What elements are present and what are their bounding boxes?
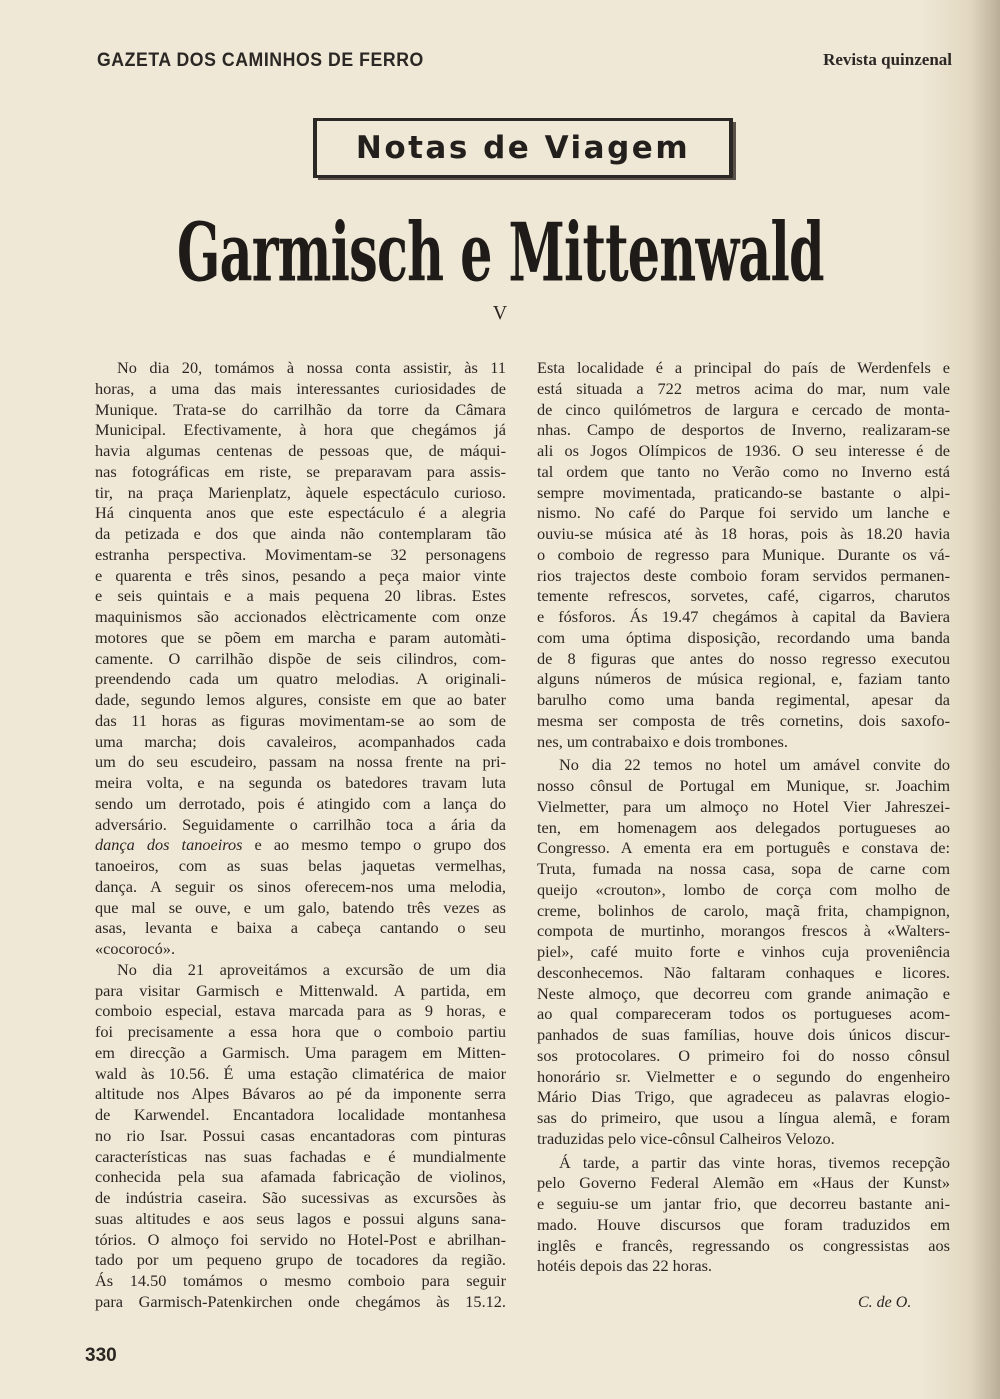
- text-line: ao qual compareceram todos os portugueses acom-: [537, 1004, 950, 1024]
- text-line: meira volta, e na segunda os batedores travam luta: [95, 773, 506, 792]
- text-line: Esta localidade é a principal do país de Werdenfels e: [537, 358, 950, 377]
- text-line: no rio Isar. Possui casas encantadoras com pinturas: [95, 1125, 506, 1145]
- text-line: dança. A seguir os sinos oferecem-nos uma melodia,: [95, 876, 506, 896]
- text-line: nes, um contrabaixo e dois trombones.: [537, 731, 788, 751]
- text-line: e fósforos. Ás 19.47 chegámos à capital da Baviera: [537, 607, 950, 626]
- text-line: características nas suas fachadas e é mundialmente: [95, 1146, 506, 1166]
- text-line: tanoeiros, com as suas belas jaquetas vermelhas,: [95, 856, 506, 875]
- text-line: Mário Dias Trigo, que agradeceu as palavras elogio-: [537, 1087, 950, 1107]
- text-line: uma marcha; dois cavaleiros, acompanhados cada: [95, 731, 506, 751]
- text-line: havia algumas centenas de pessoas que, de máqui-: [95, 441, 506, 460]
- text-run: e ao mesmo tempo o grupo dos: [242, 835, 506, 855]
- text-line: comboio especial, estava marcada para as 9 horas, e: [95, 1001, 506, 1021]
- text-line: hotéis depois das 22 horas.: [537, 1256, 712, 1276]
- text-line: em direcção a Garmisch. Uma paragem em Mitten-: [95, 1042, 506, 1062]
- text-line: Truta, fumada na nossa casa, sopa de carne com: [537, 859, 950, 878]
- text-line: e seguiu-se um jantar frio, que decorreu bastante ani-: [537, 1194, 950, 1213]
- text-line: rios trajectos deste comboio foram servidos permanen-: [537, 565, 950, 585]
- text-line: No dia 22 temos no hotel um amável convite do: [559, 755, 950, 775]
- text-line: tal ordem que tanto no Verão como no Inverno está: [537, 461, 950, 481]
- italic-phrase: dança dos tanoeiros: [95, 835, 243, 855]
- page-number: 330: [85, 1345, 117, 1366]
- text-line: adversário. Seguidamente o carrilhão toca a ária da: [95, 814, 506, 834]
- text-line: Á tarde, a partir das vinte horas, tivemos recepção: [559, 1152, 950, 1172]
- paragraph: [537, 358, 950, 752]
- text-line: inglês e francês, regressando os congressistas aos: [537, 1235, 950, 1255]
- text-line: Vielmetter, para um almoço no Hotel Vier Jahreszei-: [537, 796, 950, 816]
- author-signature: C. de O.: [858, 1294, 912, 1311]
- text-line: temente refrescos, sorvetes, café, cigarros, charutos: [537, 586, 950, 606]
- section-heading-box: [313, 118, 733, 178]
- text-line: mesma ser composta de três cornetins, dois saxofo-: [537, 710, 950, 730]
- text-line: pelo Governo Federal Alemão em «Haus der Kunst»: [537, 1173, 950, 1193]
- text-line: No dia 20, tomámos à nossa conta assistir, às 11: [117, 358, 506, 377]
- text-line: mado. Houve discursos que foram traduzidos em: [537, 1214, 950, 1234]
- text-line: nosso cônsul de Portugal em Munique, sr. Joachim: [537, 776, 950, 795]
- text-line: barulho como uma banda regimental, apesar da: [537, 690, 950, 709]
- section-heading: Notas de Viagem: [355, 130, 691, 166]
- text-line: maquinismos são accionados elèctricamente com onze: [95, 607, 506, 626]
- text-line: com uma óptima disposição, recordando uma banda: [537, 627, 950, 647]
- text-line: sas do primeiro, que usou a língua alemã, e foram: [537, 1108, 950, 1127]
- text-line: dade, segundo lemos algures, consiste em que ao bater: [95, 690, 506, 709]
- text-line: panhados de suas famílias, houve dois únicos discur-: [537, 1025, 950, 1044]
- paragraph: [95, 358, 506, 960]
- text-line: sempre movimentada, praticando-se bastante o alpi-: [537, 482, 950, 502]
- text-line: Munique. Trata-se do carrilhão da torre da Câmara: [95, 399, 506, 419]
- text-line: o comboio de regresso para Munique. Durante os vá-: [537, 544, 950, 564]
- text-line: estranha perspectiva. Movimentam-se 32 personagens: [95, 544, 506, 564]
- paragraph: [95, 960, 506, 1313]
- text-line: wald às 10.56. É uma estação climatérica de maior: [95, 1063, 506, 1083]
- text-line: motores que se põem em marcha e param automàti-: [95, 627, 506, 647]
- text-line: Há cinquenta anos que este espectáculo é a alegria: [95, 503, 506, 523]
- text-line: tir, na praça Marienplatz, àquele espectáculo curioso.: [95, 482, 506, 502]
- text-line: ouviu-se música até às 18 horas, pois às 18.20 havia: [537, 524, 950, 543]
- text-line: traduzidas pelo vice-cônsul Calheiros Velozo.: [537, 1128, 835, 1148]
- text-line: para visitar Garmisch e Mittenwald. A partida, em: [95, 980, 506, 1000]
- text-line: e seis quintais e a mais pequena 20 libras. Estes: [95, 586, 506, 606]
- paragraph: [537, 755, 950, 1149]
- text-line: piel», café muito forte e vinhos cuja proveniência: [537, 942, 950, 961]
- text-line: horas, a uma das mais interessantes curiosidades de: [95, 378, 506, 398]
- text-line: creme, bolinhos de carolo, maçã frita, champignon,: [537, 900, 950, 920]
- text-column-right: [537, 358, 950, 1277]
- text-line: está situada a 722 metros acima do mar, num vale: [537, 378, 950, 398]
- text-line: [95, 835, 506, 856]
- text-line: ten, em homenagem aos delegados portugueses ao: [537, 817, 950, 837]
- text-column-left: [95, 358, 506, 1313]
- publication-title: GAZETA DOS CAMINHOS DE FERRO: [97, 50, 424, 71]
- text-line: ali os Jogos Olímpicos de 1936. O seu interesse é de: [537, 441, 950, 460]
- paragraph: [537, 1153, 950, 1278]
- text-line: para Garmisch-Patenkirchen onde chegámos às 15.12.: [95, 1291, 506, 1311]
- text-line: sendo um derrotado, pois é atingido com a lança do: [95, 793, 506, 813]
- publication-frequency: Revista quinzenal: [823, 50, 952, 69]
- text-line: que mal se ouve, e um galo, batendo três vezes as: [95, 897, 506, 917]
- text-line: de 8 figuras que antes do nosso regresso executou: [537, 648, 950, 668]
- text-line: No dia 21 aproveitámos a excursão de um dia: [117, 959, 506, 979]
- text-line: compota de murtinho, morangos frescos à «Walters-: [537, 921, 950, 941]
- text-line: tórios. O almoço foi servido no Hotel-Post e abrilhan-: [95, 1229, 506, 1249]
- text-line: Municipal. Efectivamente, à hora que chegámos já: [95, 420, 506, 440]
- text-line: nismo. No café do Parque foi servido um lanche e: [537, 503, 950, 523]
- text-line: de cinco quilómetros de largura e cercado de monta-: [537, 399, 950, 419]
- article-title-wrap: [0, 205, 1000, 300]
- text-line: Neste almoço, que decorreu com grande animação e: [537, 983, 950, 1003]
- text-line: preendendo cada um quatro melodias. A originali-: [95, 669, 506, 689]
- text-line: queijo «crouton», lombo de corça com molho de: [537, 879, 950, 899]
- text-line: nhas. Campo de desportos de Inverno, realizaram-se: [537, 420, 950, 440]
- text-line: nas fotográficas em riste, se preparavam para assis-: [95, 461, 506, 481]
- text-line: conhecida pela sua afamada fabricação de violinos,: [95, 1167, 506, 1187]
- text-line: foi precisamente a essa hora que o comboio partiu: [95, 1022, 506, 1041]
- text-line: das 11 horas as figuras movimentam-se ao som de: [95, 710, 506, 730]
- text-line: Congresso. A ementa era em português e constava de:: [537, 838, 950, 858]
- text-line: de Karwendel. Encantadora localidade montanhesa: [95, 1105, 506, 1124]
- text-line: sos protocolares. O primeiro foi do nosso cônsul: [537, 1045, 950, 1065]
- text-line: alguns números de música regional, e, faziam tanto: [537, 669, 950, 689]
- text-line: «cocorocó».: [95, 939, 176, 958]
- part-number: V: [492, 302, 508, 324]
- text-line: da petizada e dos que ainda não contemplaram tão: [95, 524, 506, 543]
- text-line: suas altitudes e aos seus lagos e possui alguns sana-: [95, 1208, 506, 1228]
- text-line: um do seu escudeiro, passam na nossa frente na pri-: [95, 752, 506, 772]
- text-line: desconhecemos. Não faltaram conhaques e licores.: [537, 962, 950, 982]
- text-line: camente. O carrilhão dispõe de seis cilindros, com-: [95, 648, 506, 668]
- text-line: altitude nos Alpes Bávaros ao pé da imponente serra: [95, 1084, 506, 1104]
- text-line: asas, levanta e baixa a cabeça cantando o seu: [95, 918, 506, 938]
- text-line: Ás 14.50 tomámos o mesmo comboio para seguir: [95, 1271, 506, 1290]
- article-title: Garmisch e Mittenwald: [176, 205, 824, 300]
- text-line: e quarenta e três sinos, pesando a peça maior vinte: [95, 565, 506, 585]
- text-line: tado por um pequeno grupo de tocadores da região.: [95, 1250, 506, 1270]
- text-line: honorário sr. Vielmetter e o segundo do engenheiro: [537, 1066, 950, 1086]
- text-line: de indústria caseira. São sucessivas as excursões às: [95, 1188, 506, 1207]
